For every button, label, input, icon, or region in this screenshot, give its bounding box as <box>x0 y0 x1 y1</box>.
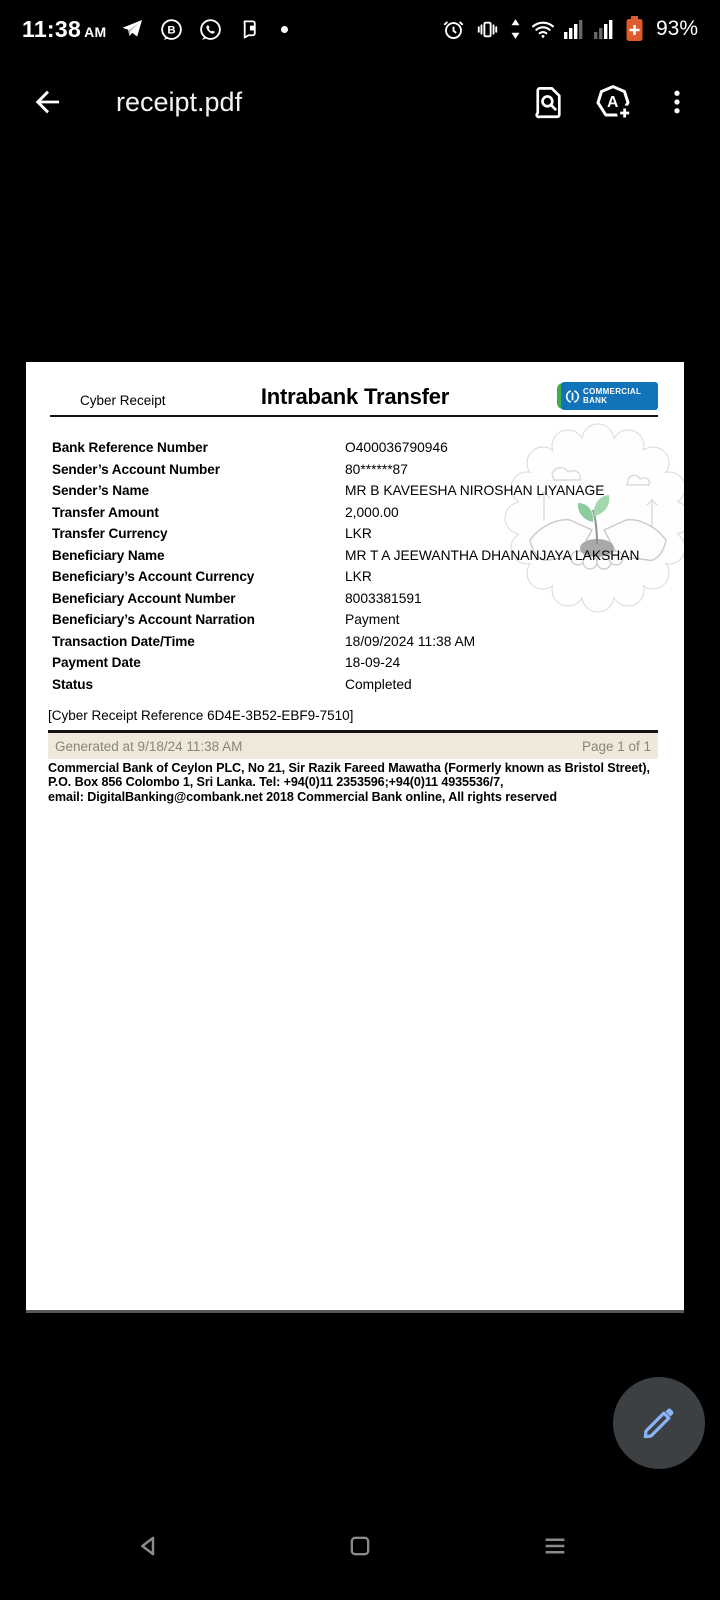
bank-logo-mark-icon <box>565 388 580 405</box>
table-row <box>52 502 662 524</box>
field-value: Completed <box>345 676 412 692</box>
field-value: LKR <box>345 569 372 585</box>
find-in-page-button[interactable] <box>526 79 572 125</box>
field-label: Beneficiary Name <box>52 547 165 563</box>
table-row <box>52 545 662 567</box>
field-value: MR B KAVEESHA NIROSHAN LIYANAGE <box>345 483 605 499</box>
battery-percent: 93% <box>655 17 698 40</box>
table-row <box>52 523 662 545</box>
bank-logo-text: COMMERCIAL BANK <box>583 387 641 405</box>
field-value: MR T A JEEWANTHA DHANANJAYA LAKSHAN <box>345 547 640 563</box>
signal-bars-sim2-icon <box>594 16 616 42</box>
header-divider <box>50 415 658 417</box>
signal-bars-sim1-icon <box>564 16 586 42</box>
table-row <box>52 588 662 610</box>
doc-type-label: Cyber Receipt <box>80 393 166 408</box>
table-row <box>52 652 662 674</box>
field-value: Payment <box>345 612 400 628</box>
nav-back-icon <box>133 1531 163 1561</box>
annotate-button[interactable] <box>590 79 636 125</box>
whatsapp-icon <box>197 16 223 42</box>
pdf-page[interactable] <box>26 362 684 1310</box>
alarm-icon <box>441 16 467 42</box>
field-label: Beneficiary’s Account Narration <box>52 612 255 628</box>
data-arrows-icon <box>509 16 522 42</box>
commercial-bank-logo <box>559 382 658 410</box>
vibrate-icon <box>475 16 501 42</box>
generated-bar <box>48 733 658 759</box>
field-value: LKR <box>345 526 372 542</box>
field-value: 18-09-24 <box>345 655 401 671</box>
clock: 11:38 AM <box>22 15 107 42</box>
field-value: 8003381591 <box>345 590 422 606</box>
page-title: Intrabank Transfer <box>260 384 450 409</box>
footer-line: email: DigitalBanking@combank.net 2018 Commercial Bank online, All rights reserved <box>48 789 557 804</box>
overflow-menu-button[interactable] <box>654 79 700 125</box>
field-label: Sender’s Account Number <box>52 461 220 477</box>
receipt-fields <box>52 437 662 695</box>
edit-pencil-icon <box>639 1403 679 1443</box>
battery-icon <box>624 16 646 42</box>
bank-footer <box>48 761 662 804</box>
table-row <box>52 480 662 502</box>
edit-fab-button[interactable] <box>613 1377 705 1469</box>
footer-line: P.O. Box 856 Colombo 1, Sri Lanka. Tel: +94(0)11 2353596;+94(0)11 4935536/7, <box>48 775 504 790</box>
table-row <box>52 566 662 588</box>
nav-home-icon <box>346 1532 374 1560</box>
field-label: Beneficiary Account Number <box>52 590 236 606</box>
back-button[interactable] <box>24 79 70 125</box>
nav-back-button[interactable] <box>118 1520 178 1572</box>
field-label: Sender’s Name <box>52 483 149 499</box>
document-title: receipt.pdf <box>116 86 243 117</box>
svg-text:A: A <box>606 94 619 111</box>
status-bar <box>0 0 720 58</box>
field-label: Beneficiary’s Account Currency <box>52 569 255 585</box>
field-label: Status <box>52 676 93 692</box>
telegram-icon <box>119 16 145 42</box>
wifi-icon <box>530 16 556 42</box>
generated-timestamp: Generated at 9/18/24 11:38 AM <box>55 738 243 754</box>
page-indicator: Page 1 of 1 <box>581 738 651 754</box>
field-label: Payment Date <box>52 655 141 671</box>
field-label: Transaction Date/Time <box>52 633 195 649</box>
field-label: Transfer Amount <box>52 504 159 520</box>
table-row <box>52 631 662 653</box>
receipt-reference: [Cyber Receipt Reference 6D4E-3B52-EBF9-7510] <box>48 708 354 723</box>
nav-recents-button[interactable] <box>525 1520 585 1572</box>
table-row <box>52 609 662 631</box>
table-row <box>52 674 662 696</box>
app-notification-icon <box>236 16 262 42</box>
table-row <box>52 437 662 459</box>
navigation-bar <box>0 1520 720 1572</box>
svg-text:B: B <box>167 24 176 37</box>
field-value: 2,000.00 <box>345 504 399 520</box>
footer-line: Commercial Bank of Ceylon PLC, No 21, Sir Razik Fareed Mawatha (Formerly known as Bristol Street), <box>48 761 650 775</box>
field-value: O400036790946 <box>345 440 448 456</box>
b-messenger-icon <box>158 16 184 42</box>
field-value: 80******87 <box>345 461 408 477</box>
nav-home-button[interactable] <box>330 1520 390 1572</box>
app-bar <box>0 62 720 142</box>
nav-recents-icon <box>540 1531 570 1561</box>
table-row <box>52 459 662 481</box>
more-notifications-dot <box>281 26 288 33</box>
field-value: 18/09/2024 11:38 AM <box>345 633 476 649</box>
field-label: Transfer Currency <box>52 526 168 542</box>
field-label: Bank Reference Number <box>52 440 208 456</box>
